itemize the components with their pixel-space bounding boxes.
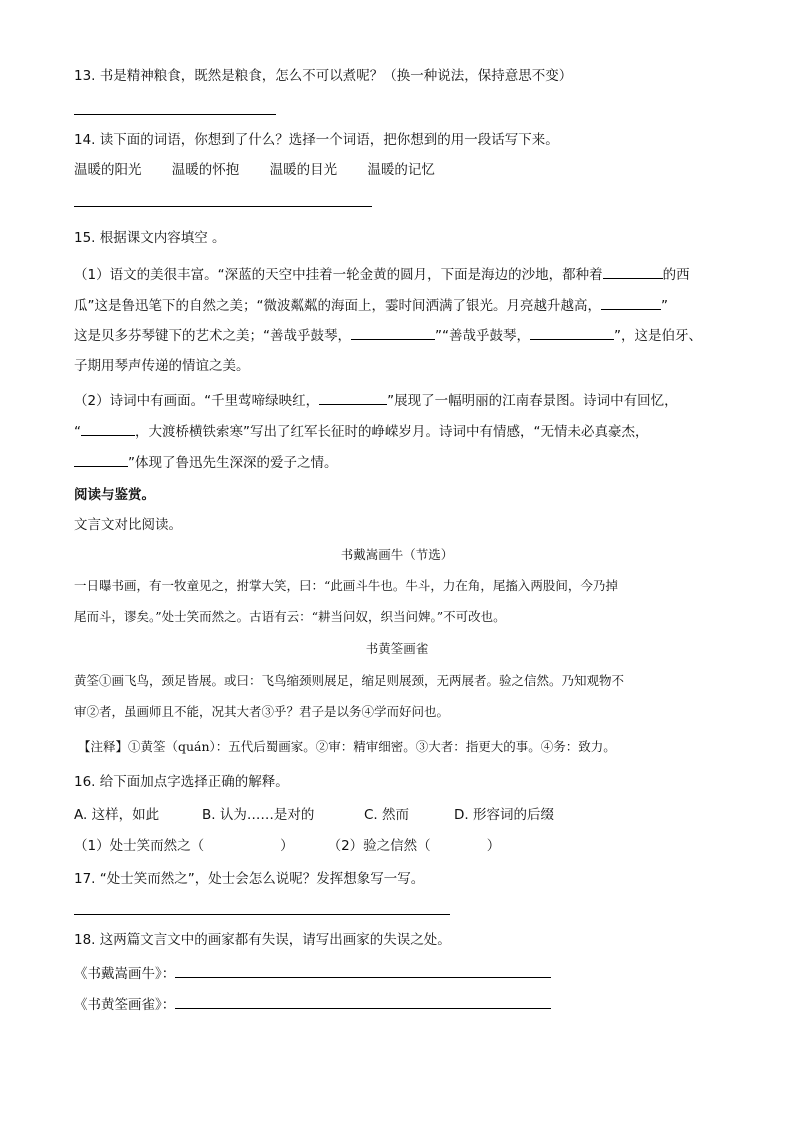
fill-blank-6[interactable]	[81, 421, 135, 436]
passage1-line1: 一日曝书画，有一牧童见之，拊掌大笑，曰：“此画斗牛也。牛斗，力在角，尾搐入两股间，今乃掉	[74, 578, 618, 593]
passage2-note: 【注释】①黄筌（quán）：五代后蜀画家。②审：精审细密。③大者：指更大的事。④务：致力。	[78, 739, 616, 754]
fill-blank-1[interactable]	[603, 264, 663, 279]
word-list	[74, 160, 461, 180]
question-18: 18. 这两篇文言文中的画家都有失误，请写出画家的失误之处。	[74, 932, 451, 948]
passage2-line2: 审②者，虽画师且不能，况其大者③乎？君子是以务④学而好问也。	[74, 704, 450, 719]
question-17: 17. “处士笑而然之”，处士会怎么说呢？发挥想象写一写。	[74, 871, 425, 887]
passage1-title: 书戴嵩画牛（节选）	[340, 547, 454, 562]
fill-blank-2[interactable]	[601, 295, 661, 310]
word-2: 温暖的怀抱	[171, 162, 240, 178]
q16-options	[74, 805, 554, 825]
word-1: 温暖的阳光	[74, 162, 142, 178]
option-b: B. 认为……是对的	[202, 807, 315, 823]
word-4: 温暖的记忆	[367, 162, 435, 178]
q15-p2-line3: ”体现了鲁迅先生深深的爱子之情。	[74, 452, 338, 473]
section-heading: 阅读与鉴赏。	[74, 487, 155, 503]
q15-p1-line2: 瓜”这是鲁迅笔下的自然之美；“微波粼粼的海面上，霎时间洒满了银光。月亮越升越高， ”	[74, 295, 668, 316]
q18-answer-2: 《书黄筌画雀》：	[74, 994, 551, 1015]
question-15: 15. 根据课文内容填空 。	[74, 230, 226, 246]
fill-blank-5[interactable]	[319, 390, 387, 405]
q15-p2-line1: （2）诗词中有画面。“千里莺啼绿映红， ”展现了一幅明丽的江南春景图。诗词中有回忆，	[74, 390, 678, 411]
question-13: 13. 书是精神粮食，既然是粮食，怎么不可以煮呢？（换一种说法，保持意思不变）	[74, 68, 573, 84]
passage1-line2: 尾而斗，谬矣。”处士笑而然之。古语有云：“耕当问奴，织当问婢。”不可改也。	[74, 609, 506, 624]
fill-blank-7[interactable]	[74, 452, 128, 467]
q18-answer-1: 《书戴嵩画牛》：	[74, 963, 551, 984]
word-3: 温暖的目光	[269, 162, 338, 178]
q15-p2-line2: “ ，大渡桥横铁索寒”写出了红军长征时的峥嵘岁月。诗词中有情感，“无情未必真豪杰，	[74, 421, 649, 442]
answer-line-18-1[interactable]	[175, 963, 551, 978]
question-14: 14. 读下面的词语，你想到了什么？选择一个词语，把你想到的用一段话写下来。	[74, 132, 559, 148]
q16-subquestions: （1）处士笑而然之（ ） （2）验之信然（ ）	[74, 838, 501, 854]
section-intro: 文言文对比阅读。	[74, 517, 182, 533]
option-d: D. 形容词的后缀	[454, 807, 554, 823]
option-a: A. 这样，如此	[74, 807, 160, 823]
q15-p1-line4: 子期用琴声传递的情谊之美。	[74, 358, 250, 374]
option-c: C. 然而	[364, 807, 410, 823]
q15-p1-line1: （1）语文的美很丰富。“深蓝的天空中挂着一轮金黄的圆月，下面是海边的沙地，都种着 的西	[74, 264, 690, 285]
answer-line-18-2[interactable]	[175, 994, 551, 1009]
passage2-title: 书黄筌画雀	[365, 641, 429, 656]
fill-blank-3[interactable]	[351, 325, 435, 340]
fill-blank-4[interactable]	[530, 325, 614, 340]
q15-p1-line3: 这是贝多芬琴键下的艺术之美；“善哉乎鼓琴， ”“善哉乎鼓琴， ”，这是伯牙、	[74, 325, 702, 346]
passage2-line1: 黄筌①画飞鸟，颈足皆展。或曰：飞鸟缩颈则展足，缩足则展颈，无两展者。验之信然。乃知观物不	[74, 673, 625, 688]
answer-line-13[interactable]	[74, 104, 276, 115]
answer-line-14[interactable]	[74, 196, 372, 207]
question-16: 16. 给下面加点字选择正确的解释。	[74, 774, 289, 790]
answer-line-17[interactable]	[74, 904, 450, 915]
